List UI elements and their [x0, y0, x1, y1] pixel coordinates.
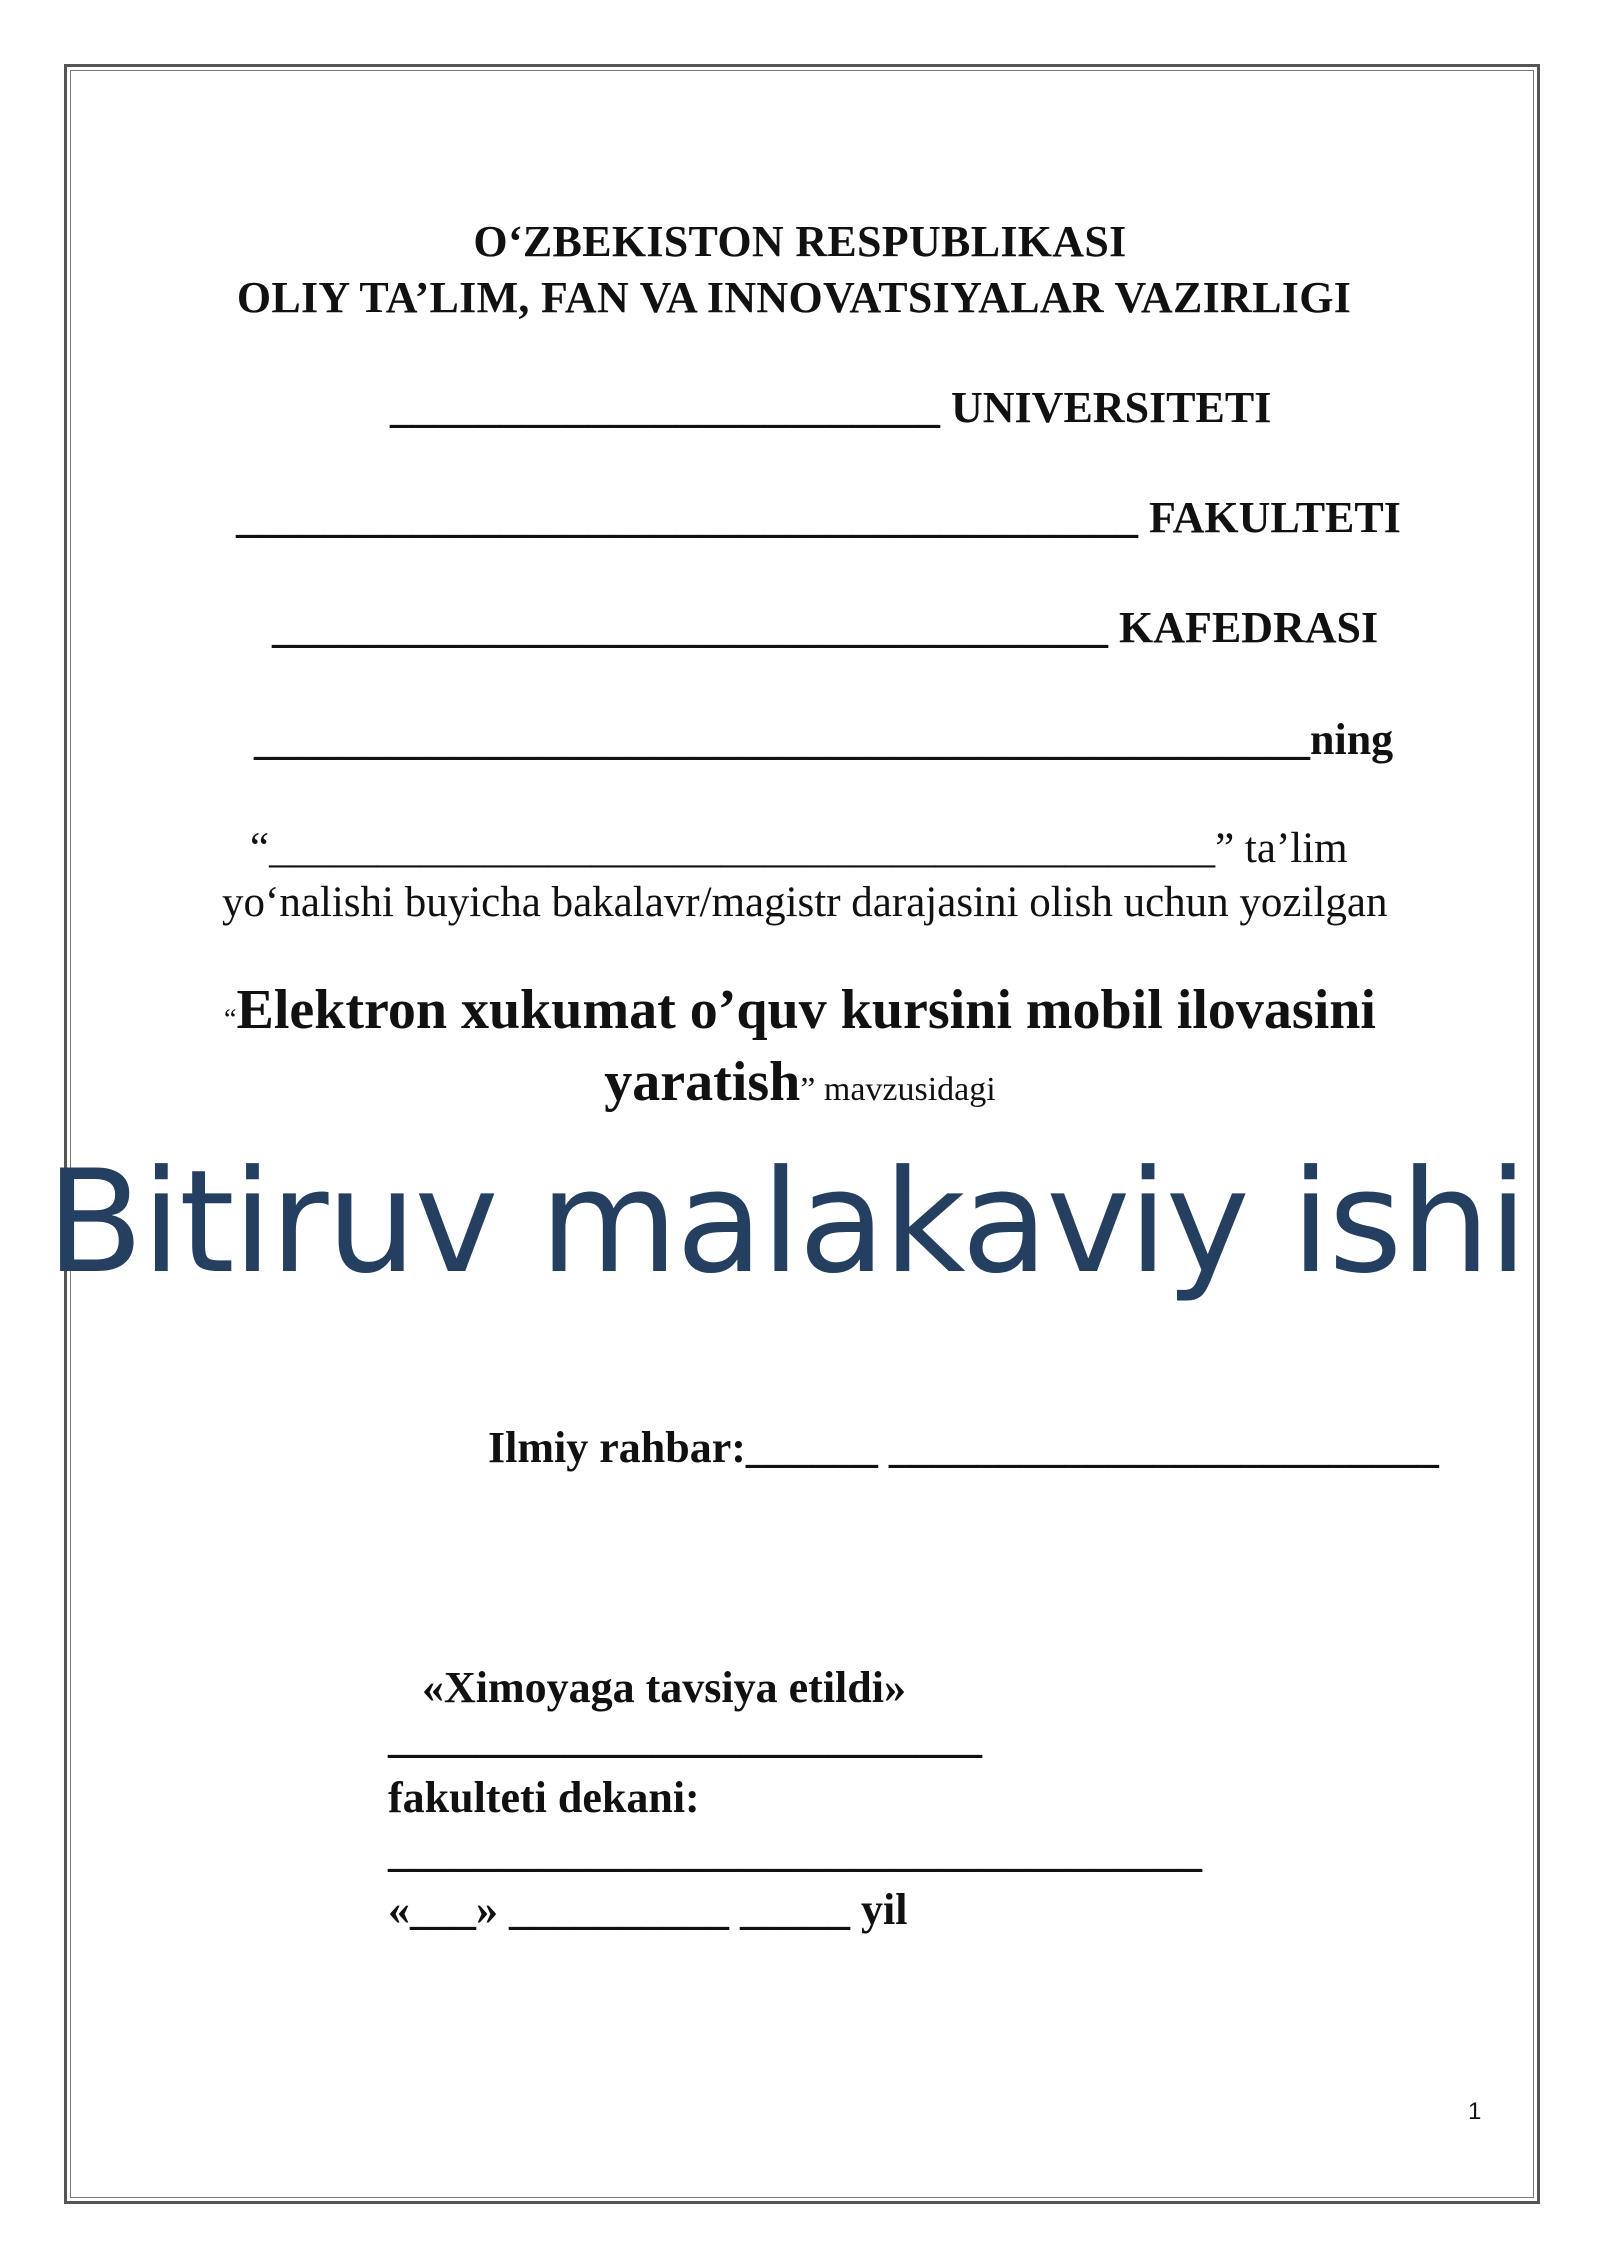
topic-open-quote: “ — [224, 1004, 237, 1035]
page-number: 1 — [1468, 2098, 1482, 2125]
topic-line-2 — [0, 1050, 1600, 1114]
header-ministry: OLIY TA’LIM, FAN VA INNOVATSIYALAR VAZIRLIGI — [236, 273, 1352, 322]
document-title: Bitiruv malakaviy ishi — [46, 1140, 1526, 1305]
dean-label: fakulteti dekani: — [388, 1773, 700, 1822]
topic-line-1 — [0, 978, 1600, 1042]
direction-line: “____________________________________________” ta’lim — [250, 825, 1348, 872]
header-country: O‘ZBEKISTON RESPUBLIKASI — [473, 217, 1127, 266]
topic-close-quote: ” — [800, 1071, 816, 1108]
faculty-field: _________________________________________ FAKULTETI — [236, 493, 1401, 542]
dean-line: _____________________________________ — [388, 1827, 1202, 1876]
topic-text-2: yaratish — [604, 1051, 801, 1113]
topic-suffix: mavzusidagi — [815, 1071, 996, 1108]
university-field: _________________________ UNIVERSITETI — [390, 383, 1272, 432]
recommended-label: «Ximoyaga tavsiya etildi» — [422, 1663, 906, 1712]
department-field: ______________________________________ KAFEDRASI — [272, 603, 1379, 652]
date-field: «___» __________ _____ yil — [388, 1885, 908, 1934]
recommended-line: ___________________________ — [388, 1713, 982, 1762]
supervisor-field: Ilmiy rahbar:______ _________________________ — [488, 1423, 1439, 1472]
student-field: ________________________________________________ning — [254, 715, 1394, 764]
degree-line: yo‘nalishi buyicha bakalavr/magistr darajasini olish uchun yozilgan — [222, 879, 1388, 926]
topic-text-1: Elektron xukumat o’quv kursini mobil ilovasini — [236, 979, 1376, 1041]
